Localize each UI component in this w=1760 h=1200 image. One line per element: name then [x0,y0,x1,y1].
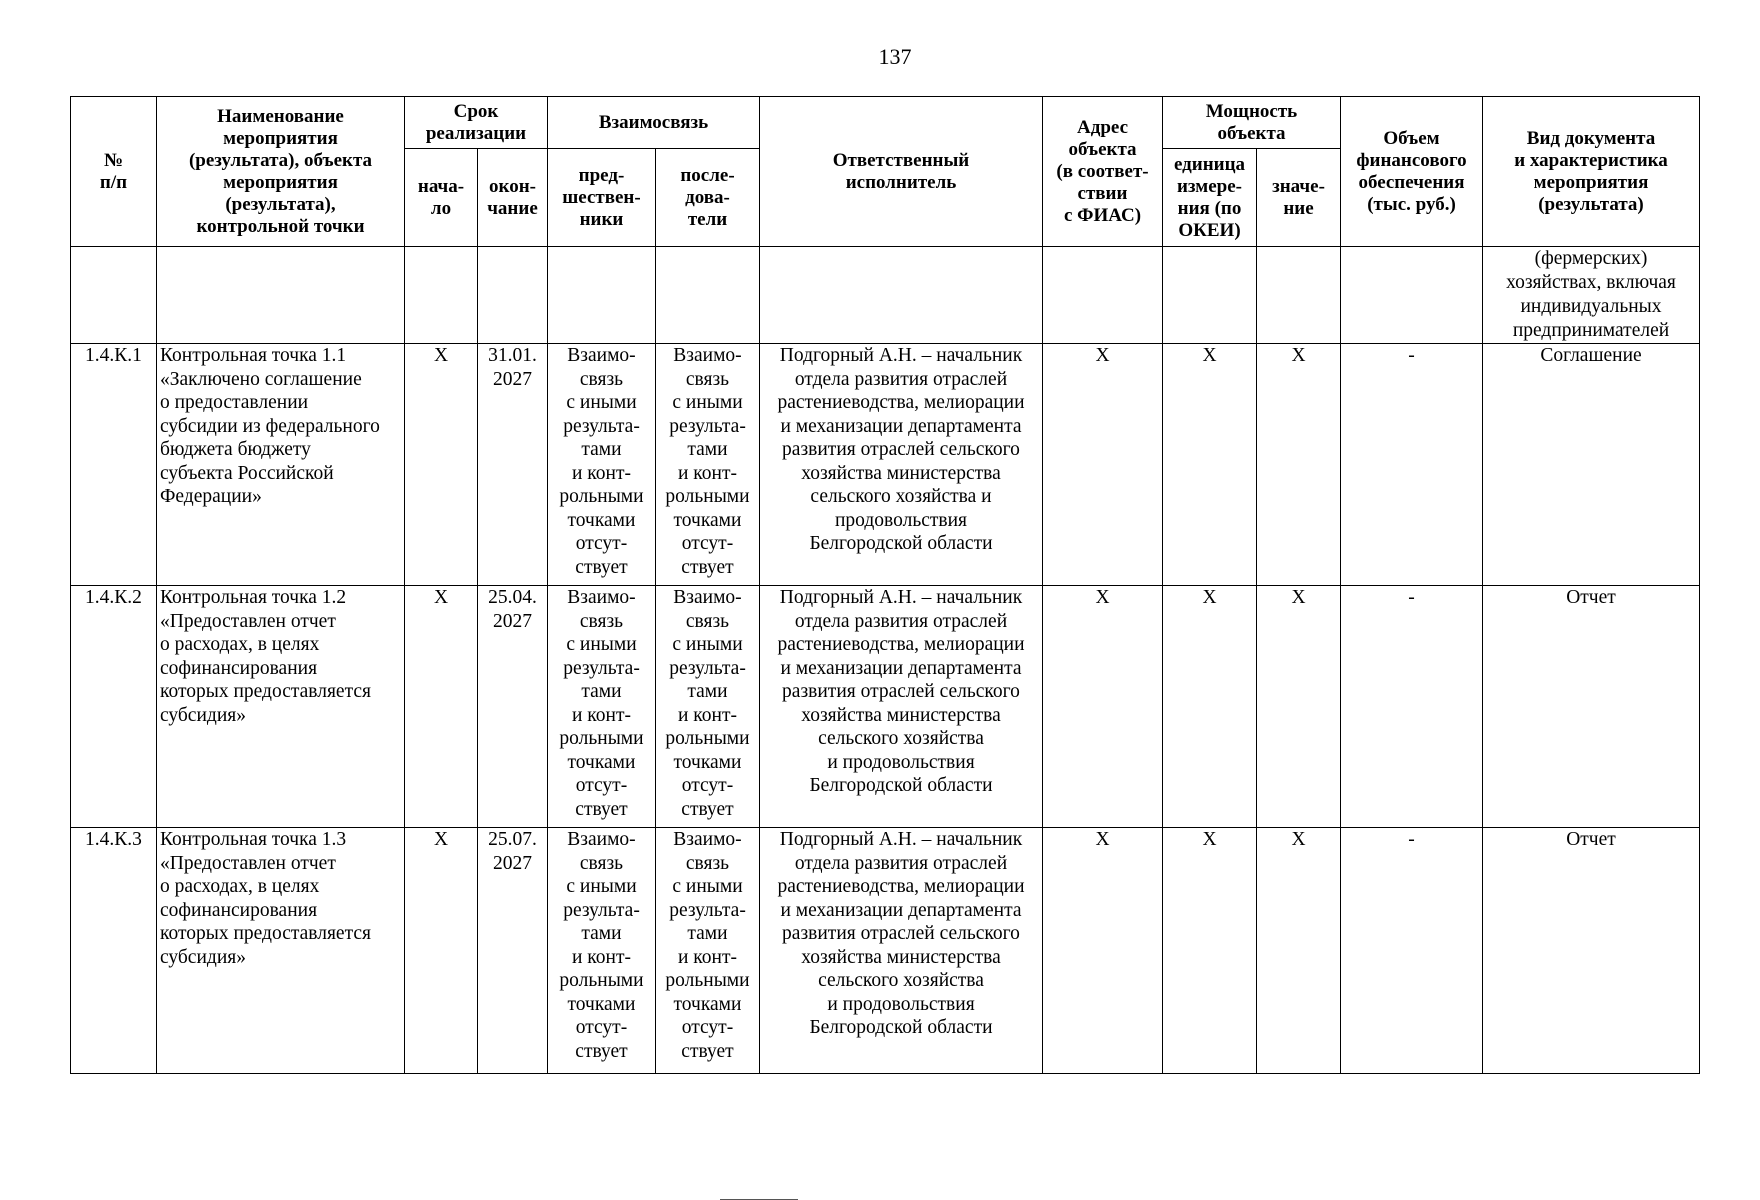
row-address: Х [1043,828,1163,1074]
row-successors: Взаимо- связь с иными результа- тами и конт- рольными точками отсут- ствует [656,586,760,828]
measures-table [70,96,1700,1074]
row-num: 1.4.К.2 [71,586,157,828]
header-finance: Объем финансового обеспечения (тыс. руб.) [1341,97,1483,247]
row-name: Контрольная точка 1.3 «Предоставлен отчет о расходах, в целях софинансирования которых предоставляется субсидия» [157,828,405,1074]
row-responsible: Подгорный А.Н. – начальник отдела развития отраслей растениеводства, мелиорации и механизации департамента развития отраслей сельского хозяйства министерства сельского хозяйства и продовольствия Белгородской области [760,344,1043,586]
row-doc-type: Отчет [1483,586,1700,828]
row-successors: Взаимо- связь с иными результа- тами и конт- рольными точками отсут- ствует [656,828,760,1074]
header-unit: единица измере- ния (по ОКЕИ) [1163,149,1257,247]
row-start: Х [405,586,478,828]
header-doc-type: Вид документа и характеристика мероприятия (результата) [1483,97,1700,247]
page-number: 137 [878,44,912,69]
row-end: 25.07. 2027 [478,828,548,1074]
row-address: Х [1043,344,1163,586]
header-address: Адрес объекта (в соответ- ствии с ФИАС) [1043,97,1163,247]
row-address: Х [1043,586,1163,828]
row-num: 1.4.К.3 [71,828,157,1074]
row-end: 31.01. 2027 [478,344,548,586]
header-num: № п/п [71,97,157,247]
row-value: Х [1257,828,1341,1074]
row-predecessors: Взаимо- связь с иными результа- тами и конт- рольными точками отсут- ствует [548,828,656,1074]
row-num: 1.4.К.1 [71,344,157,586]
row-name: Контрольная точка 1.1 «Заключено соглашение о предоставлении субсидии из федерального бюджета бюджету субъекта Российской Федерации» [157,344,405,586]
row-start: Х [405,828,478,1074]
row-predecessors: Взаимо- связь с иными результа- тами и конт- рольными точками отсут- ствует [548,586,656,828]
table-row [71,344,1700,586]
header-successors: после- дова- тели [656,149,760,247]
row-responsible: Подгорный А.Н. – начальник отдела развития отраслей растениеводства, мелиорации и механизации департамента развития отраслей сельского хозяйства министерства сельского хозяйства и продовольствия Белгородской области [760,586,1043,828]
continuation-text: (фермерских) хозяйствах, включая индивидуальных предпринимателей [1483,247,1700,344]
row-value: Х [1257,344,1341,586]
row-responsible: Подгорный А.Н. – начальник отдела развития отраслей растениеводства, мелиорации и механизации департамента развития отраслей сельского хозяйства министерства сельского хозяйства и продовольствия Белгородской области [760,828,1043,1074]
row-unit: Х [1163,586,1257,828]
row-finance: - [1341,344,1483,586]
continuation-row [71,247,1700,344]
row-unit: Х [1163,344,1257,586]
header-term: Срок реализации [405,97,548,149]
row-name: Контрольная точка 1.2 «Предоставлен отчет о расходах, в целях софинансирования которых предоставляется субсидия» [157,586,405,828]
table-row [71,586,1700,828]
row-unit: Х [1163,828,1257,1074]
row-successors: Взаимо- связь с иными результа- тами и конт- рольными точками отсут- ствует [656,344,760,586]
header-name: Наименование мероприятия (результата), объекта мероприятия (результата), контрольной точки [157,97,405,247]
table-row [71,828,1700,1074]
header-start: нача- ло [405,149,478,247]
row-doc-type: Соглашение [1483,344,1700,586]
row-start: Х [405,344,478,586]
header-value: значе- ние [1257,149,1341,247]
row-doc-type: Отчет [1483,828,1700,1074]
header-capacity: Мощность объекта [1163,97,1341,149]
row-finance: - [1341,828,1483,1074]
row-predecessors: Взаимо- связь с иными результа- тами и конт- рольными точками отсут- ствует [548,344,656,586]
row-value: Х [1257,586,1341,828]
row-end: 25.04. 2027 [478,586,548,828]
header-responsible: Ответственный исполнитель [760,97,1043,247]
header-predecessors: пред- шествен- ники [548,149,656,247]
header-relation: Взаимосвязь [548,97,760,149]
header-end: окон- чание [478,149,548,247]
row-finance: - [1341,586,1483,828]
